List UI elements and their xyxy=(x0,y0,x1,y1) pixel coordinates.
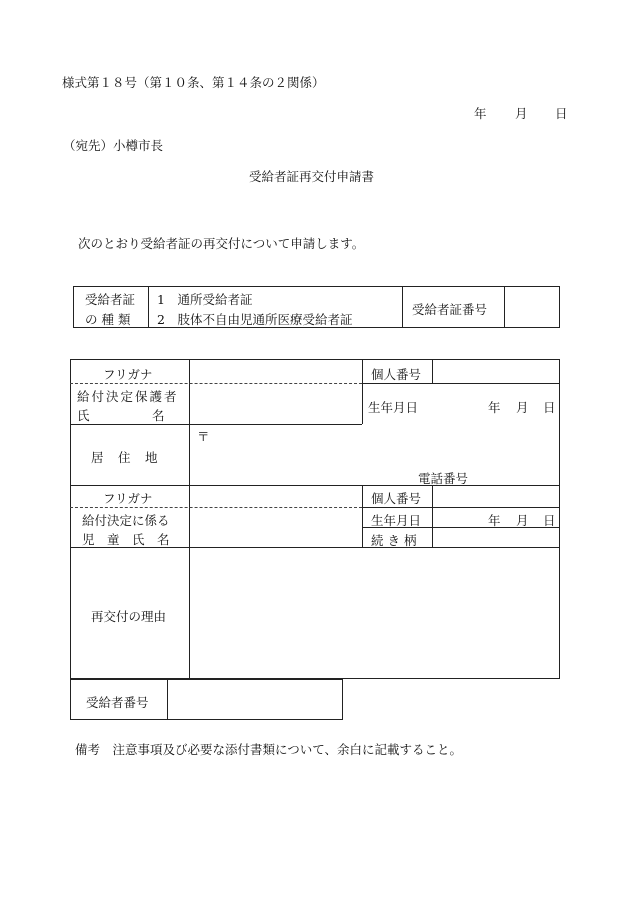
guardian-name-label-line2: 氏 名 xyxy=(77,408,165,423)
form-number: 様式第１８号（第１０条、第１４条の２関係） xyxy=(62,75,325,90)
date-day-label: 日 xyxy=(555,106,568,121)
postal-mark-icon: 〒 xyxy=(197,429,210,444)
guardian-furigana-label: フリガナ xyxy=(103,367,153,382)
guardian-birth-day: 日 xyxy=(543,400,556,415)
child-furigana-label: フリガナ xyxy=(103,491,153,506)
date-month-label: 月 xyxy=(515,106,528,121)
child-name-label-line1: 給付決定に係る xyxy=(82,513,170,528)
child-birth-month: 月 xyxy=(516,513,529,528)
child-birth-label: 生年月日 xyxy=(371,513,422,528)
cert-number-label: 受給者証番号 xyxy=(412,302,488,317)
intro-text: 次のとおり受給者証の再交付について申請します。 xyxy=(78,236,365,251)
recipient-number-label: 受給者番号 xyxy=(86,695,149,710)
cert-type-label-line2: の 種 類 xyxy=(85,312,131,327)
child-personal-number-label: 個人番号 xyxy=(371,491,422,506)
guardian-birth-label: 生年月日 xyxy=(368,400,419,415)
reason-label: 再交付の理由 xyxy=(91,609,167,624)
remarks: 備考 注意事項及び必要な添付書類について、余白に記載すること。 xyxy=(75,742,463,757)
page-title: 受給者証再交付申請書 xyxy=(249,169,375,184)
child-birth-year: 年 xyxy=(488,513,501,528)
relation-label: 続 き 柄 xyxy=(371,533,417,548)
guardian-personal-number-label: 個人番号 xyxy=(371,367,422,382)
residence-label: 居 住 地 xyxy=(91,450,159,465)
phone-label: 電話番号 xyxy=(418,471,469,486)
guardian-birth-year: 年 xyxy=(488,400,501,415)
date-year-label: 年 xyxy=(474,106,487,121)
cert-type-option-2[interactable]: 2 肢体不自由児通所医療受給者証 xyxy=(157,312,353,327)
guardian-name-label-line1: 給付決定保護者 xyxy=(77,389,179,404)
guardian-birth-month: 月 xyxy=(516,400,529,415)
child-birth-day: 日 xyxy=(543,513,556,528)
addressee: （宛先）小樽市長 xyxy=(63,138,164,153)
cert-type-option-1[interactable]: 1 通所受給者証 xyxy=(157,292,253,307)
cert-type-label-line1: 受給者証 xyxy=(85,292,136,307)
child-name-label-line2: 児 童 氏 名 xyxy=(82,532,170,547)
